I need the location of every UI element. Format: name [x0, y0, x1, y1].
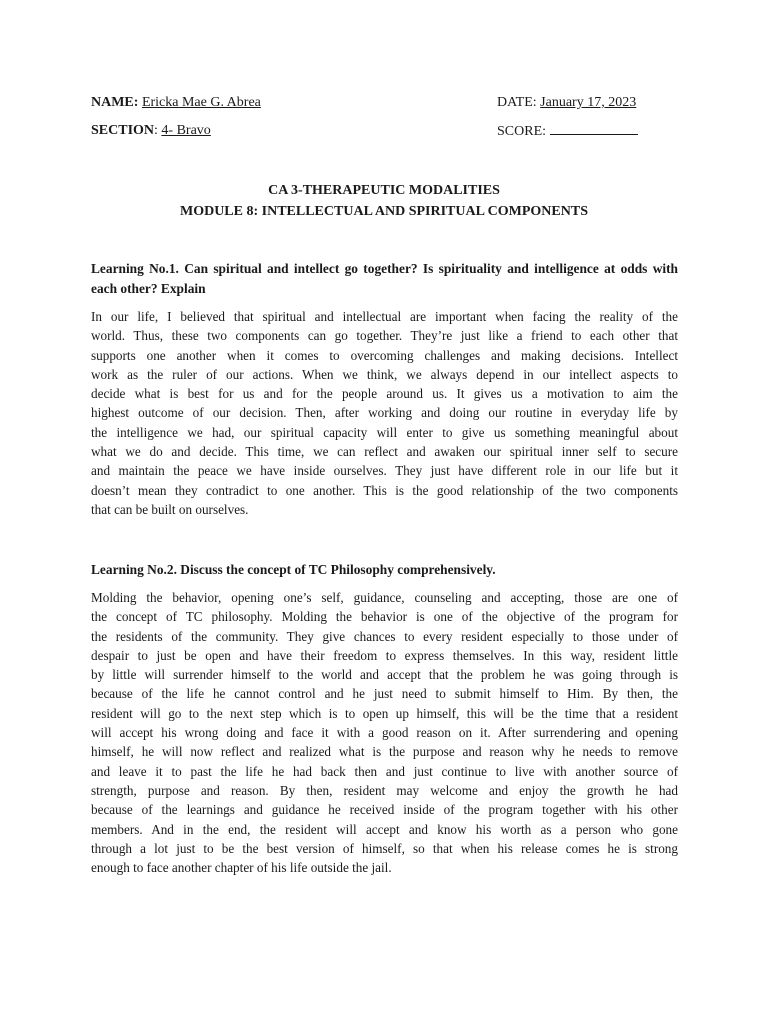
answer-line: what we do and decide. This time, we can reflect and awaken our spiritual inner self to secure [91, 444, 678, 460]
answer-line: the concept of TC philosophy. Molding the behavior is one of the objective of the program for [91, 609, 678, 625]
answer-line: doesn’t mean they contradict to one another. This is the good relationship of the two components [91, 482, 678, 498]
answer-line: enough to face another chapter of his life outside the jail. [91, 860, 392, 876]
answer-line: because of the life he cannot control and he just need to submit himself to Him. By then, the [91, 686, 678, 702]
answer-line: despair to just be open and have their freedom to express themselves. In this way, resident little [91, 647, 678, 663]
course-title: CA 3-THERAPEUTIC MODALITIES [268, 183, 500, 198]
module-title: MODULE 8: INTELLECTUAL AND SPIRITUAL COMPONENTS [179, 204, 588, 219]
answer-line: and leave it to past the life he had back then and just continue to live with another source of [91, 763, 678, 779]
answer-line: members. And in the end, the resident will accept and know his worth as a person who gone [91, 821, 678, 837]
answer-line: In our life, I believed that spiritual and intellectual are important when facing the reality of the [91, 309, 678, 324]
section-label: SECTION [91, 123, 155, 138]
date-field [497, 94, 636, 112]
date-label: DATE: [497, 95, 537, 110]
learning1-answer [91, 307, 678, 519]
section-field [91, 122, 211, 140]
name-value: Ericka Mae G. Abrea [141, 95, 261, 110]
answer-line: supports one another when it comes to overcoming challenges and making decisions. Intellect [91, 347, 678, 363]
score-label: SCORE: [497, 124, 547, 139]
answer-line: the residents of the community. They give chances to every resident especially to those under of [91, 628, 678, 644]
answer-line: strength, purpose and reason. By then, resident may welcome and enjoy the growth he had [91, 782, 678, 798]
score-blank-line [550, 122, 638, 135]
answer-line: resident will go to the next step which is to open up himself, this will be the time that a resident [91, 705, 678, 721]
answer-line: that can be built on ourselves. [91, 501, 249, 517]
answer-line: decide what is best for us and for the people around us. It gives us a motivation to aim the [91, 386, 678, 402]
name-field [91, 94, 261, 112]
answer-line: through a lot just to be the best version of himself, so that when his release comes he is strong [91, 840, 678, 856]
section-colon: : [154, 123, 158, 138]
name-label: NAME: [91, 95, 139, 110]
section-value: 4- Bravo [161, 123, 211, 138]
answer-line: and maintain the peace we have inside ourselves. They just have different role in our life but it [91, 463, 678, 479]
answer-line: work as the ruler of our actions. When we think, we always depend in our intellect aspects to [91, 366, 678, 382]
answer-line: himself, he will now reflect and realized what is the purpose and reason why he needs to remove [91, 744, 678, 760]
answer-line: by little will surrender himself to the world and accept that the problem he was going through is [91, 667, 678, 683]
score-field [497, 122, 638, 141]
learning1-question: Learning No.1. Can spiritual and intellect go together? Is spirituality and intelligence at odds with each other? Explain [91, 261, 678, 296]
learning2-question: Learning No.2. Discuss the concept of TC Philosophy comprehensively. [91, 562, 496, 577]
document-title [0, 180, 768, 222]
answer-line: world. Thus, these two components can go together. They’re just like a friend to each other that [91, 328, 678, 344]
answer-line: Molding the behavior, opening one’s self, guidance, counseling and accepting, those are one of [91, 590, 678, 605]
answer-line: will accept his wrong doing and face it with a good reason on it. After surrendering and opening [91, 725, 678, 741]
date-value: January 17, 2023 [540, 95, 637, 110]
answer-line: because of the learnings and guidance he received inside of the program together with his other [91, 802, 678, 818]
answer-line: the intelligence we had, our spiritual capacity will enter to give us something meaningful about [91, 424, 678, 440]
learning2-answer [91, 588, 678, 877]
answer-line: highest outcome of our decision. Then, after working and doing our routine in everyday life by [91, 405, 678, 421]
